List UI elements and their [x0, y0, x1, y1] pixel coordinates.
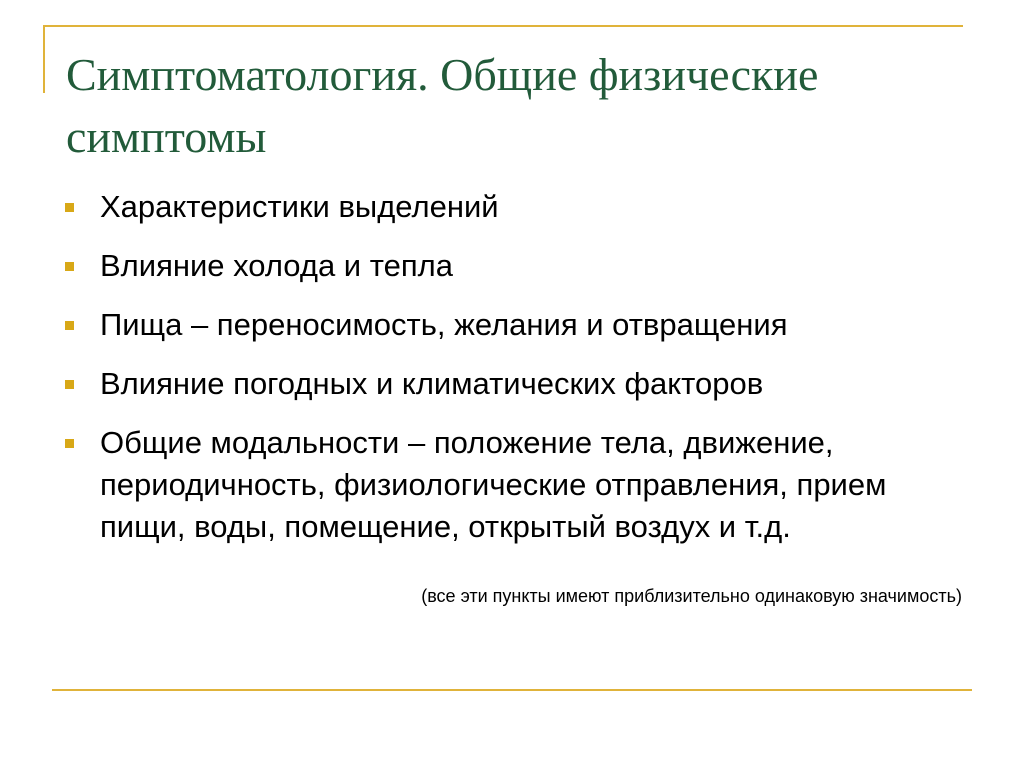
- bullet-text: Пища – переносимость, желания и отвращения: [100, 307, 788, 342]
- bullet-text: Общие модальности – положение тела, движение, периодичность, физиологические отправления, прием пищи, воды, помещение, открытый воздух и т.д.: [100, 425, 887, 544]
- bullet-item: [64, 245, 944, 287]
- bottom-accent-rule: [52, 689, 972, 691]
- bullet-item: [64, 422, 944, 548]
- top-accent-rule: [43, 25, 963, 27]
- slide-title: Симптоматология. Общие физические симптомы: [66, 49, 819, 162]
- bullet-text: Влияние холода и тепла: [100, 248, 453, 283]
- bullet-item: [64, 186, 944, 228]
- square-bullet-icon: [65, 203, 74, 212]
- bullet-item: [64, 363, 944, 405]
- left-accent-rule: [43, 25, 45, 93]
- square-bullet-icon: [65, 321, 74, 330]
- bullet-text: Характеристики выделений: [100, 189, 499, 224]
- square-bullet-icon: [65, 439, 74, 448]
- footnote: (все эти пункты имеют приблизительно одинаковую значимость): [421, 586, 962, 606]
- bullet-item: [64, 304, 944, 346]
- square-bullet-icon: [65, 262, 74, 271]
- square-bullet-icon: [65, 380, 74, 389]
- bullet-list: [64, 186, 944, 565]
- bullet-text: Влияние погодных и климатических факторов: [100, 366, 764, 401]
